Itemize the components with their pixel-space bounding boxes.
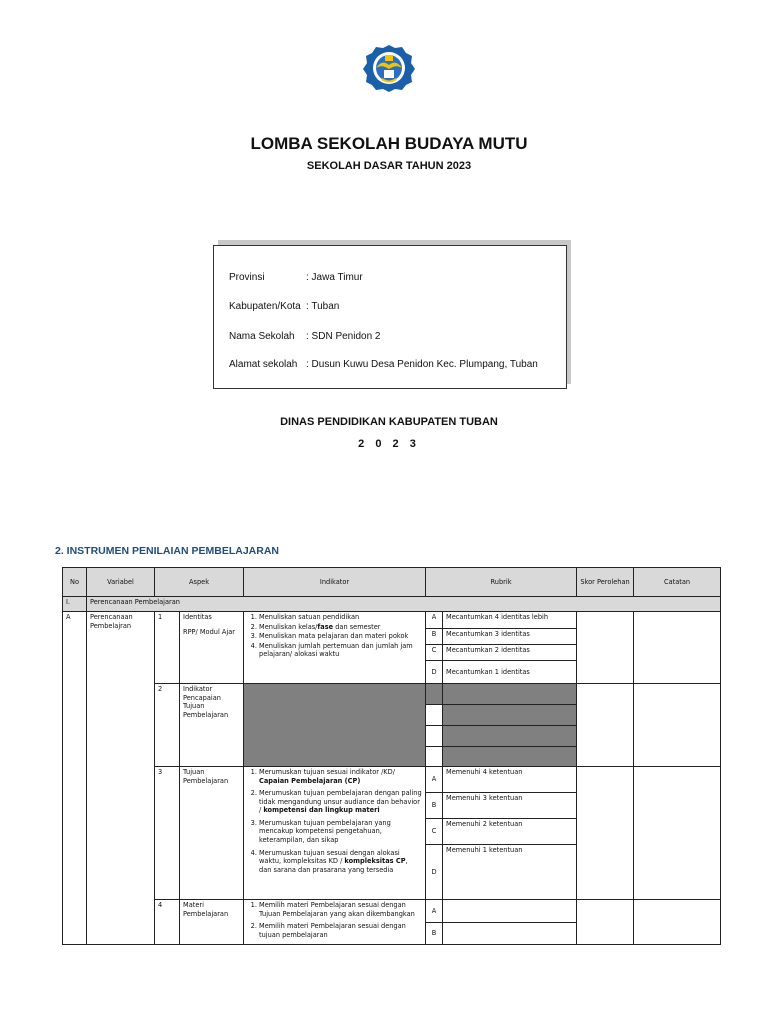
aspek-label: Tujuan Pembelajaran [180, 767, 244, 900]
aspek-label: Materi Pembelajaran [180, 900, 244, 945]
document-title: LOMBA SEKOLAH BUDAYA MUTU [250, 134, 528, 153]
group-no: A [63, 612, 87, 945]
indikator-item: 2. Menuliskan kelas/fase dan semester [259, 623, 422, 632]
indikator-item: 2. Memilih materi Pembelajaran sesuai dengan tujuan pembelajaran [259, 922, 422, 939]
info-row-alamat [229, 359, 538, 370]
rubrik-letter: B [426, 793, 443, 819]
info-value: : SDN Penidon 2 [306, 331, 381, 342]
rubrik-letter-shaded [426, 684, 443, 705]
catatan-cell[interactable] [634, 612, 721, 684]
assessment-table [62, 567, 721, 945]
aspek-no: 1 [155, 612, 180, 684]
rubrik-text: Mecantumkan 3 identitas [443, 629, 577, 645]
section-label: Perencanaan Pembelajaran [87, 597, 721, 612]
indikator-shaded [244, 684, 426, 767]
info-row-nama-sekolah [229, 331, 381, 342]
info-label: Nama Sekolah [229, 331, 295, 342]
section-heading: 2. INSTRUMEN PENILAIAN PEMBELAJARAN [55, 545, 280, 557]
rubrik-letter: B [426, 629, 443, 645]
group-variabel: Perencanaan Pembelajran [87, 612, 155, 945]
header-aspek: Aspek [155, 568, 244, 597]
rubrik-text: Memenuhi 2 ketentuan [443, 819, 577, 845]
header-catatan: Catatan [634, 568, 721, 597]
info-row-provinsi [229, 272, 363, 283]
info-value: : Jawa Timur [306, 272, 363, 283]
indikator-item: 3. Merumuskan tujuan pembelajaran yang mencakup kompetensi pengetahuan, keterampilan, dan sikap [259, 819, 422, 845]
rubrik-shaded [443, 747, 577, 767]
aspek-sublabel: RPP/ Modul Ajar [183, 627, 235, 636]
header-variabel: Variabel [87, 568, 155, 597]
header-no: No [63, 568, 87, 597]
indikator-cell [244, 612, 426, 684]
table-row [63, 684, 721, 705]
aspek-label: Identitas [183, 613, 212, 621]
rubrik-letter-empty [426, 705, 443, 726]
skor-cell[interactable] [577, 900, 634, 945]
indikator-item: 1. Menuliskan satuan pendidikan [259, 613, 422, 622]
table-header-row [63, 568, 721, 597]
rubrik-letter: C [426, 645, 443, 661]
header-indikator: Indikator [244, 568, 426, 597]
rubrik-letter: D [426, 845, 443, 900]
rubrik-letter: A [426, 900, 443, 923]
info-value: : Tuban [306, 301, 340, 312]
info-label: Kabupaten/Kota [229, 301, 301, 312]
rubrik-letter: A [426, 767, 443, 793]
table-row [63, 900, 721, 923]
header-skor: Skor Perolehan [577, 568, 634, 597]
rubrik-shaded [443, 705, 577, 726]
info-label: Provinsi [229, 272, 265, 283]
skor-cell[interactable] [577, 767, 634, 900]
indikator-cell [244, 900, 426, 945]
rubrik-text: Mecantumkan 2 identitas [443, 645, 577, 661]
header-rubrik: Rubrik [426, 568, 577, 597]
tut-wuri-handayani-logo [362, 44, 416, 92]
indikator-cell [244, 767, 426, 900]
aspek-cell [180, 612, 244, 684]
rubrik-letter: A [426, 612, 443, 629]
catatan-cell[interactable] [634, 767, 721, 900]
section-row [63, 597, 721, 612]
catatan-cell[interactable] [634, 684, 721, 767]
rubrik-letter: D [426, 661, 443, 684]
rubrik-text: Memenuhi 1 ketentuan [443, 845, 577, 900]
school-info-box [213, 245, 567, 389]
aspek-no: 3 [155, 767, 180, 900]
rubrik-letter: B [426, 922, 443, 945]
rubrik-shaded [443, 684, 577, 705]
aspek-no: 2 [155, 684, 180, 767]
section-no: I. [63, 597, 87, 612]
catatan-cell[interactable] [634, 900, 721, 945]
indikator-item: 4. Merumuskan tujuan sesuai dengan alokasi waktu, kompleksitas KD / kompleksitas CP, dan sarana dan prasarana yang tersedia [259, 849, 422, 875]
document-year: 2 0 2 3 [358, 438, 420, 450]
rubrik-letter-empty [426, 747, 443, 767]
document-subtitle: SEKOLAH DASAR TAHUN 2023 [306, 160, 472, 172]
aspek-label: Indikator Pencapaian Tujuan Pembelajaran [180, 684, 244, 767]
rubrik-shaded [443, 726, 577, 747]
skor-cell[interactable] [577, 684, 634, 767]
indikator-item: 1. Merumuskan tujuan sesuai indikator /KD/ Capaian Pembelajaran (CP) [259, 768, 422, 785]
indikator-item: 4. Menuliskan jumlah pertemuan dan jumlah jam pelajaran/ alokasi waktu [259, 642, 422, 659]
rubrik-text: Memenuhi 3 ketentuan [443, 793, 577, 819]
rubrik-text: Mecantumkan 1 identitas [443, 661, 577, 684]
indikator-item: 1. Memilih materi Pembelajaran sesuai dengan Tujuan Pembelajaran yang akan dikembangkan [259, 901, 422, 918]
table-row [63, 767, 721, 793]
agency-name: DINAS PENDIDIKAN KABUPATEN TUBAN [280, 416, 498, 428]
info-label: Alamat sekolah [229, 359, 298, 370]
skor-cell[interactable] [577, 612, 634, 684]
info-value: : Dusun Kuwu Desa Penidon Kec. Plumpang, Tuban [306, 359, 538, 370]
rubrik-text [443, 900, 577, 923]
rubrik-text [443, 922, 577, 945]
aspek-no: 4 [155, 900, 180, 945]
indikator-item: 3. Menuliskan mata pelajaran dan materi pokok [259, 632, 422, 641]
rubrik-text: Memenuhi 4 ketentuan [443, 767, 577, 793]
table-row [63, 612, 721, 629]
indikator-item: 2. Merumuskan tujuan pembelajaran dengan paling tidak mengandung unsur audiance dan behavior / kompetensi dan lingkup materi [259, 789, 422, 815]
rubrik-letter: C [426, 819, 443, 845]
rubrik-letter-empty [426, 726, 443, 747]
rubrik-text: Mecantumkan 4 identitas lebih [443, 612, 577, 629]
info-row-kabupaten [229, 301, 339, 312]
